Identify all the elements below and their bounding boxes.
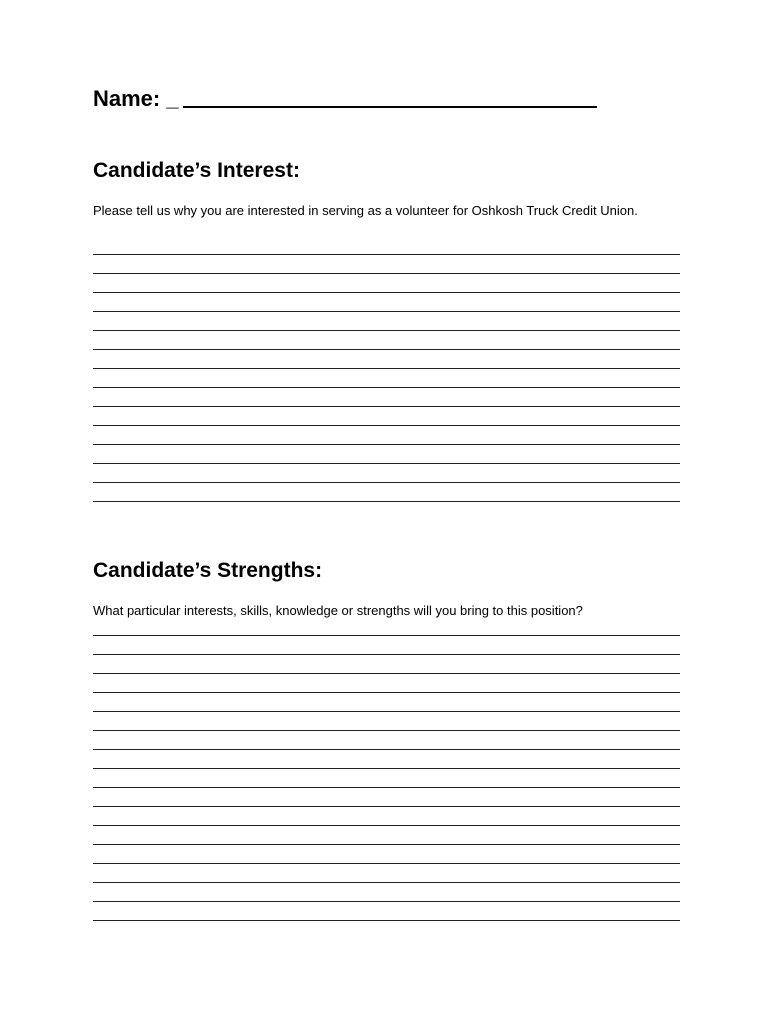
name-field [93, 86, 597, 112]
answer-line[interactable] [93, 920, 680, 921]
answer-line[interactable] [93, 730, 680, 731]
answer-line[interactable] [93, 692, 680, 693]
answer-line[interactable] [93, 635, 680, 636]
answer-line[interactable] [93, 349, 680, 350]
answer-line[interactable] [93, 254, 680, 255]
answer-line[interactable] [93, 368, 680, 369]
answer-line[interactable] [93, 844, 680, 845]
answer-line[interactable] [93, 311, 680, 312]
answer-line[interactable] [93, 882, 680, 883]
name-input-line[interactable] [183, 106, 597, 108]
answer-line[interactable] [93, 787, 680, 788]
answer-line[interactable] [93, 330, 680, 331]
strengths-answer-area[interactable] [93, 635, 680, 921]
answer-line[interactable] [93, 444, 680, 445]
interest-answer-area[interactable] [93, 254, 680, 502]
answer-line[interactable] [93, 673, 680, 674]
answer-line[interactable] [93, 863, 680, 864]
answer-line[interactable] [93, 901, 680, 902]
answer-line[interactable] [93, 273, 680, 274]
answer-line[interactable] [93, 806, 680, 807]
strengths-prompt: What particular interests, skills, knowledge or strengths will you bring to this position? [93, 603, 583, 618]
answer-line[interactable] [93, 711, 680, 712]
answer-line[interactable] [93, 387, 680, 388]
answer-line[interactable] [93, 425, 680, 426]
strengths-heading: Candidate’s Strengths: [93, 559, 323, 582]
interest-heading: Candidate’s Interest: [93, 159, 300, 182]
answer-line[interactable] [93, 501, 680, 502]
answer-line[interactable] [93, 749, 680, 750]
answer-line[interactable] [93, 768, 680, 769]
answer-line[interactable] [93, 825, 680, 826]
answer-line[interactable] [93, 482, 680, 483]
answer-line[interactable] [93, 463, 680, 464]
answer-line[interactable] [93, 406, 680, 407]
name-label: Name: _ [93, 86, 179, 111]
answer-line[interactable] [93, 654, 680, 655]
interest-prompt: Please tell us why you are interested in serving as a volunteer for Oshkosh Truck Credit Union. [93, 203, 638, 218]
answer-line[interactable] [93, 292, 680, 293]
